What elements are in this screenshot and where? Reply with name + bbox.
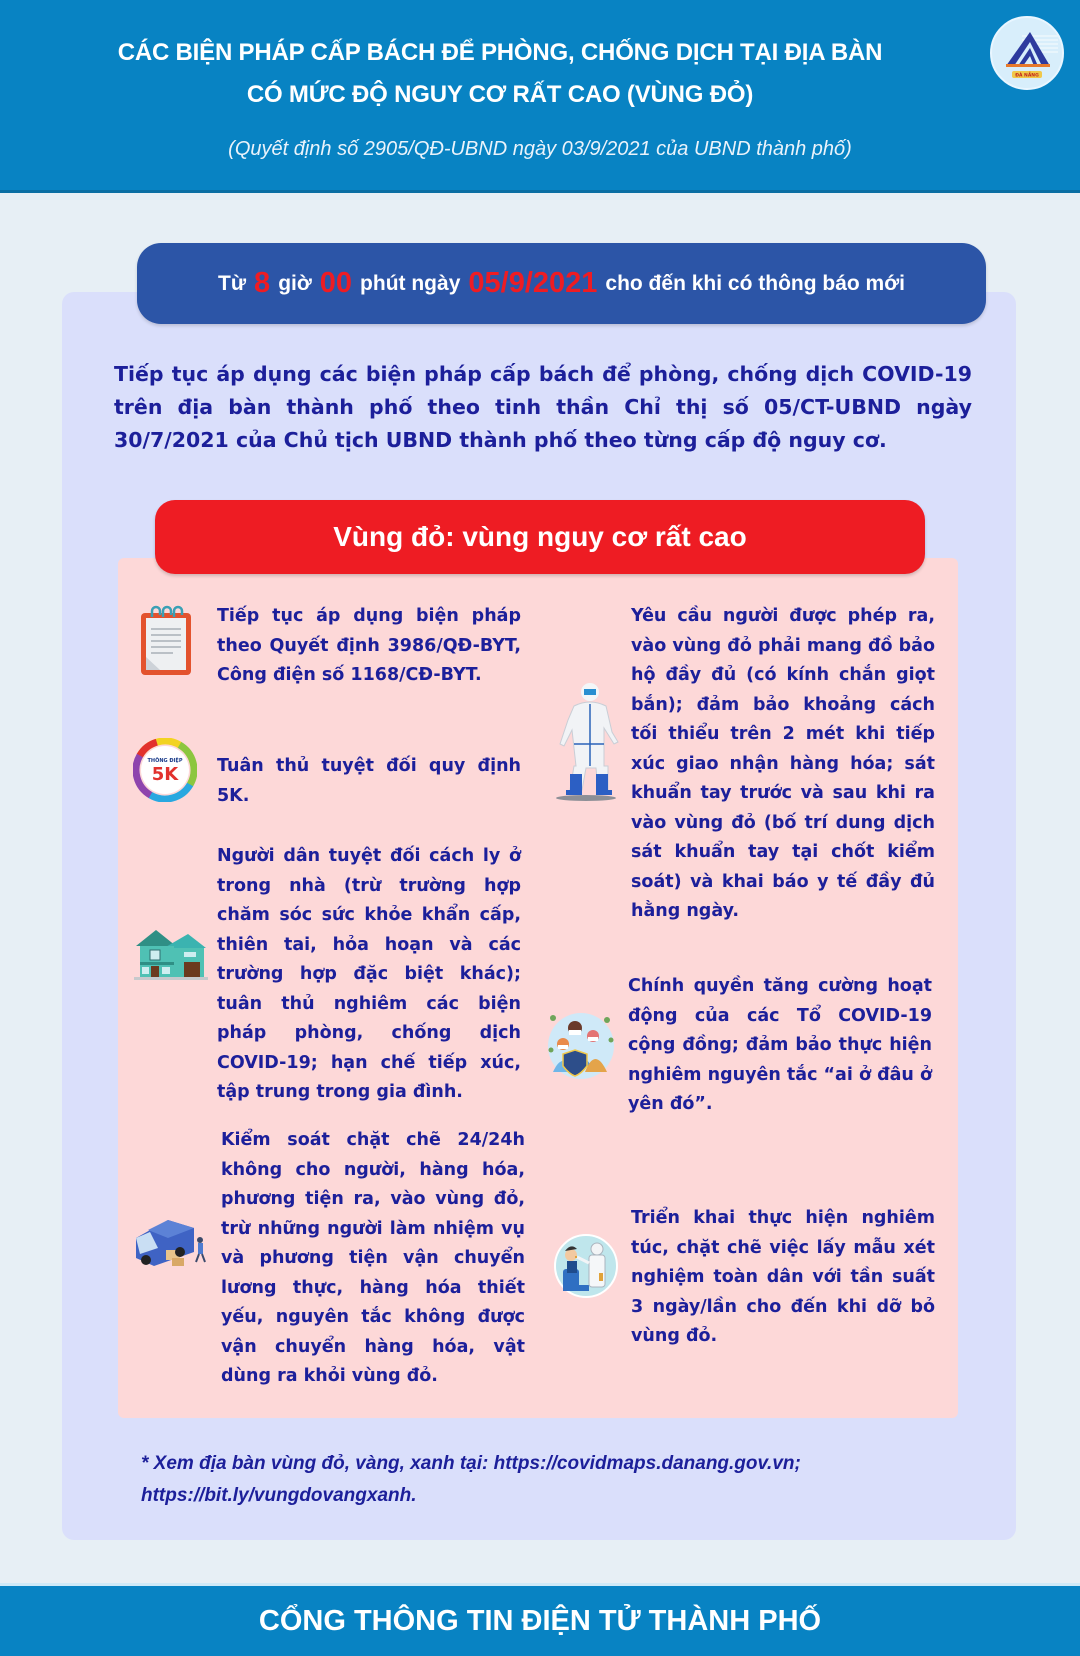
effective-date-banner [137,243,986,324]
protective-suit-icon [556,680,622,802]
measure-item: Yêu cầu người được phép ra, vào vùng đỏ phải mang đồ bảo hộ đầy đủ (có kính chắn giọt bắn); đảm bảo khoảng cách tối thiểu trên 2 mét khi tiếp xúc giao nhận hàng hóa; sát khuẩn tay trước và sau khi ra vào vùng đỏ (bố trí dung dịch sát khuẩn tay tại chốt kiểm soát) và khai báo y tế đầy đủ hằng ngày. [631,606,935,921]
da-nang-emblem-icon [992,18,1062,88]
effective-suffix: cho đến khi có thông báo mới [605,271,905,295]
effective-prefix: Từ [218,271,247,295]
effective-hour-label: giờ [278,271,312,295]
measure-item: Kiểm soát chặt chẽ 24/24h không cho người, hàng hóa, phương tiện ra, vào vùng đỏ, trừ những người làm nhiệm vụ và phương tiện vận chuyển lương thực, hàng hóa thiết yếu, nguyên tắc không được vận chuyển hàng hóa, vật dùng ra khỏi vùng đỏ. [221,1130,525,1386]
5k-label-top: THÔNG ĐIỆP [147,758,183,764]
measure-item: Tiếp tục áp dụng biện pháp theo Quyết định 3986/QĐ-BYT, Công điện số 1168/CĐ-BYT. [217,606,521,685]
page-title [20,32,980,116]
footer-banner [0,1583,1080,1656]
header-banner [0,0,1080,193]
footer-title: CỔNG THÔNG TIN ĐIỆN TỬ THÀNH PHỐ [258,1604,822,1637]
intro-paragraph: Tiếp tục áp dụng các biện pháp cấp bách để phòng, chống dịch COVID-19 trên địa bàn thành phố theo tinh thần Chỉ thị số 05/CT-UBND ngày 30/7/2021 của Chủ tịch UBND thành phố theo từng cấp độ nguy cơ. [114,362,972,452]
footnote [141,1448,961,1512]
effective-date: 05/9/2021 [468,267,598,299]
delivery-van-icon [128,1214,210,1270]
logo-text: ĐÀ NẴNG [1015,73,1039,79]
covid-test-icon [553,1233,619,1299]
red-zone-title: Vùng đỏ: vùng nguy cơ rất cao [155,500,925,574]
5k-message-icon [133,738,197,802]
measure-item: Tuân thủ tuyệt đối quy định 5K. [217,756,521,806]
effective-minute-label: phút ngày [360,271,461,295]
title-line-1: CÁC BIỆN PHÁP CẤP BÁCH ĐỂ PHÒNG, CHỐNG DỊCH TẠI ĐỊA BÀN [117,39,883,66]
community-shield-icon [545,1010,617,1082]
title-line-2: CÓ MỨC ĐỘ NGUY CƠ RẤT CAO (VÙNG ĐỎ) [246,81,754,108]
da-nang-logo [990,16,1064,90]
footnote-line-2: https://bit.ly/vungdovangxanh. [141,1485,417,1506]
notepad-icon [138,605,196,677]
effective-minute: 00 [319,267,353,299]
decision-subtitle: (Quyết định số 2905/QĐ-UBND ngày 03/9/2021 của UBND thành phố) [228,138,852,160]
measure-item: Chính quyền tăng cường hoạt động của các Tổ COVID-19 cộng đồng; đảm bảo thực hiện nghiêm nguyên tắc “ai ở đâu ở yên đó”. [628,976,932,1114]
effective-hour: 8 [254,267,271,299]
measure-item: Triển khai thực hiện nghiêm túc, chặt chẽ việc lấy mẫu xét nghiệm toàn dân với tần suất 3 ngày/lần cho đến khi dỡ bỏ vùng đỏ. [631,1208,935,1346]
5k-label-main: 5K [151,764,179,785]
house-icon [134,928,208,980]
footnote-line-1: * Xem địa bàn vùng đỏ, vàng, xanh tại: https://covidmaps.danang.gov.vn; [141,1453,801,1474]
measure-item: Người dân tuyệt đối cách ly ở trong nhà (trừ trường hợp chăm sóc sức khỏe khẩn cấp, thiên tai, hỏa hoạn và các trường hợp đặc biệt khác); tuân thủ nghiêm các biện pháp phòng, chống dịch COVID-19; hạn chế tiếp xúc, tập trung trong gia đình. [217,846,521,1102]
